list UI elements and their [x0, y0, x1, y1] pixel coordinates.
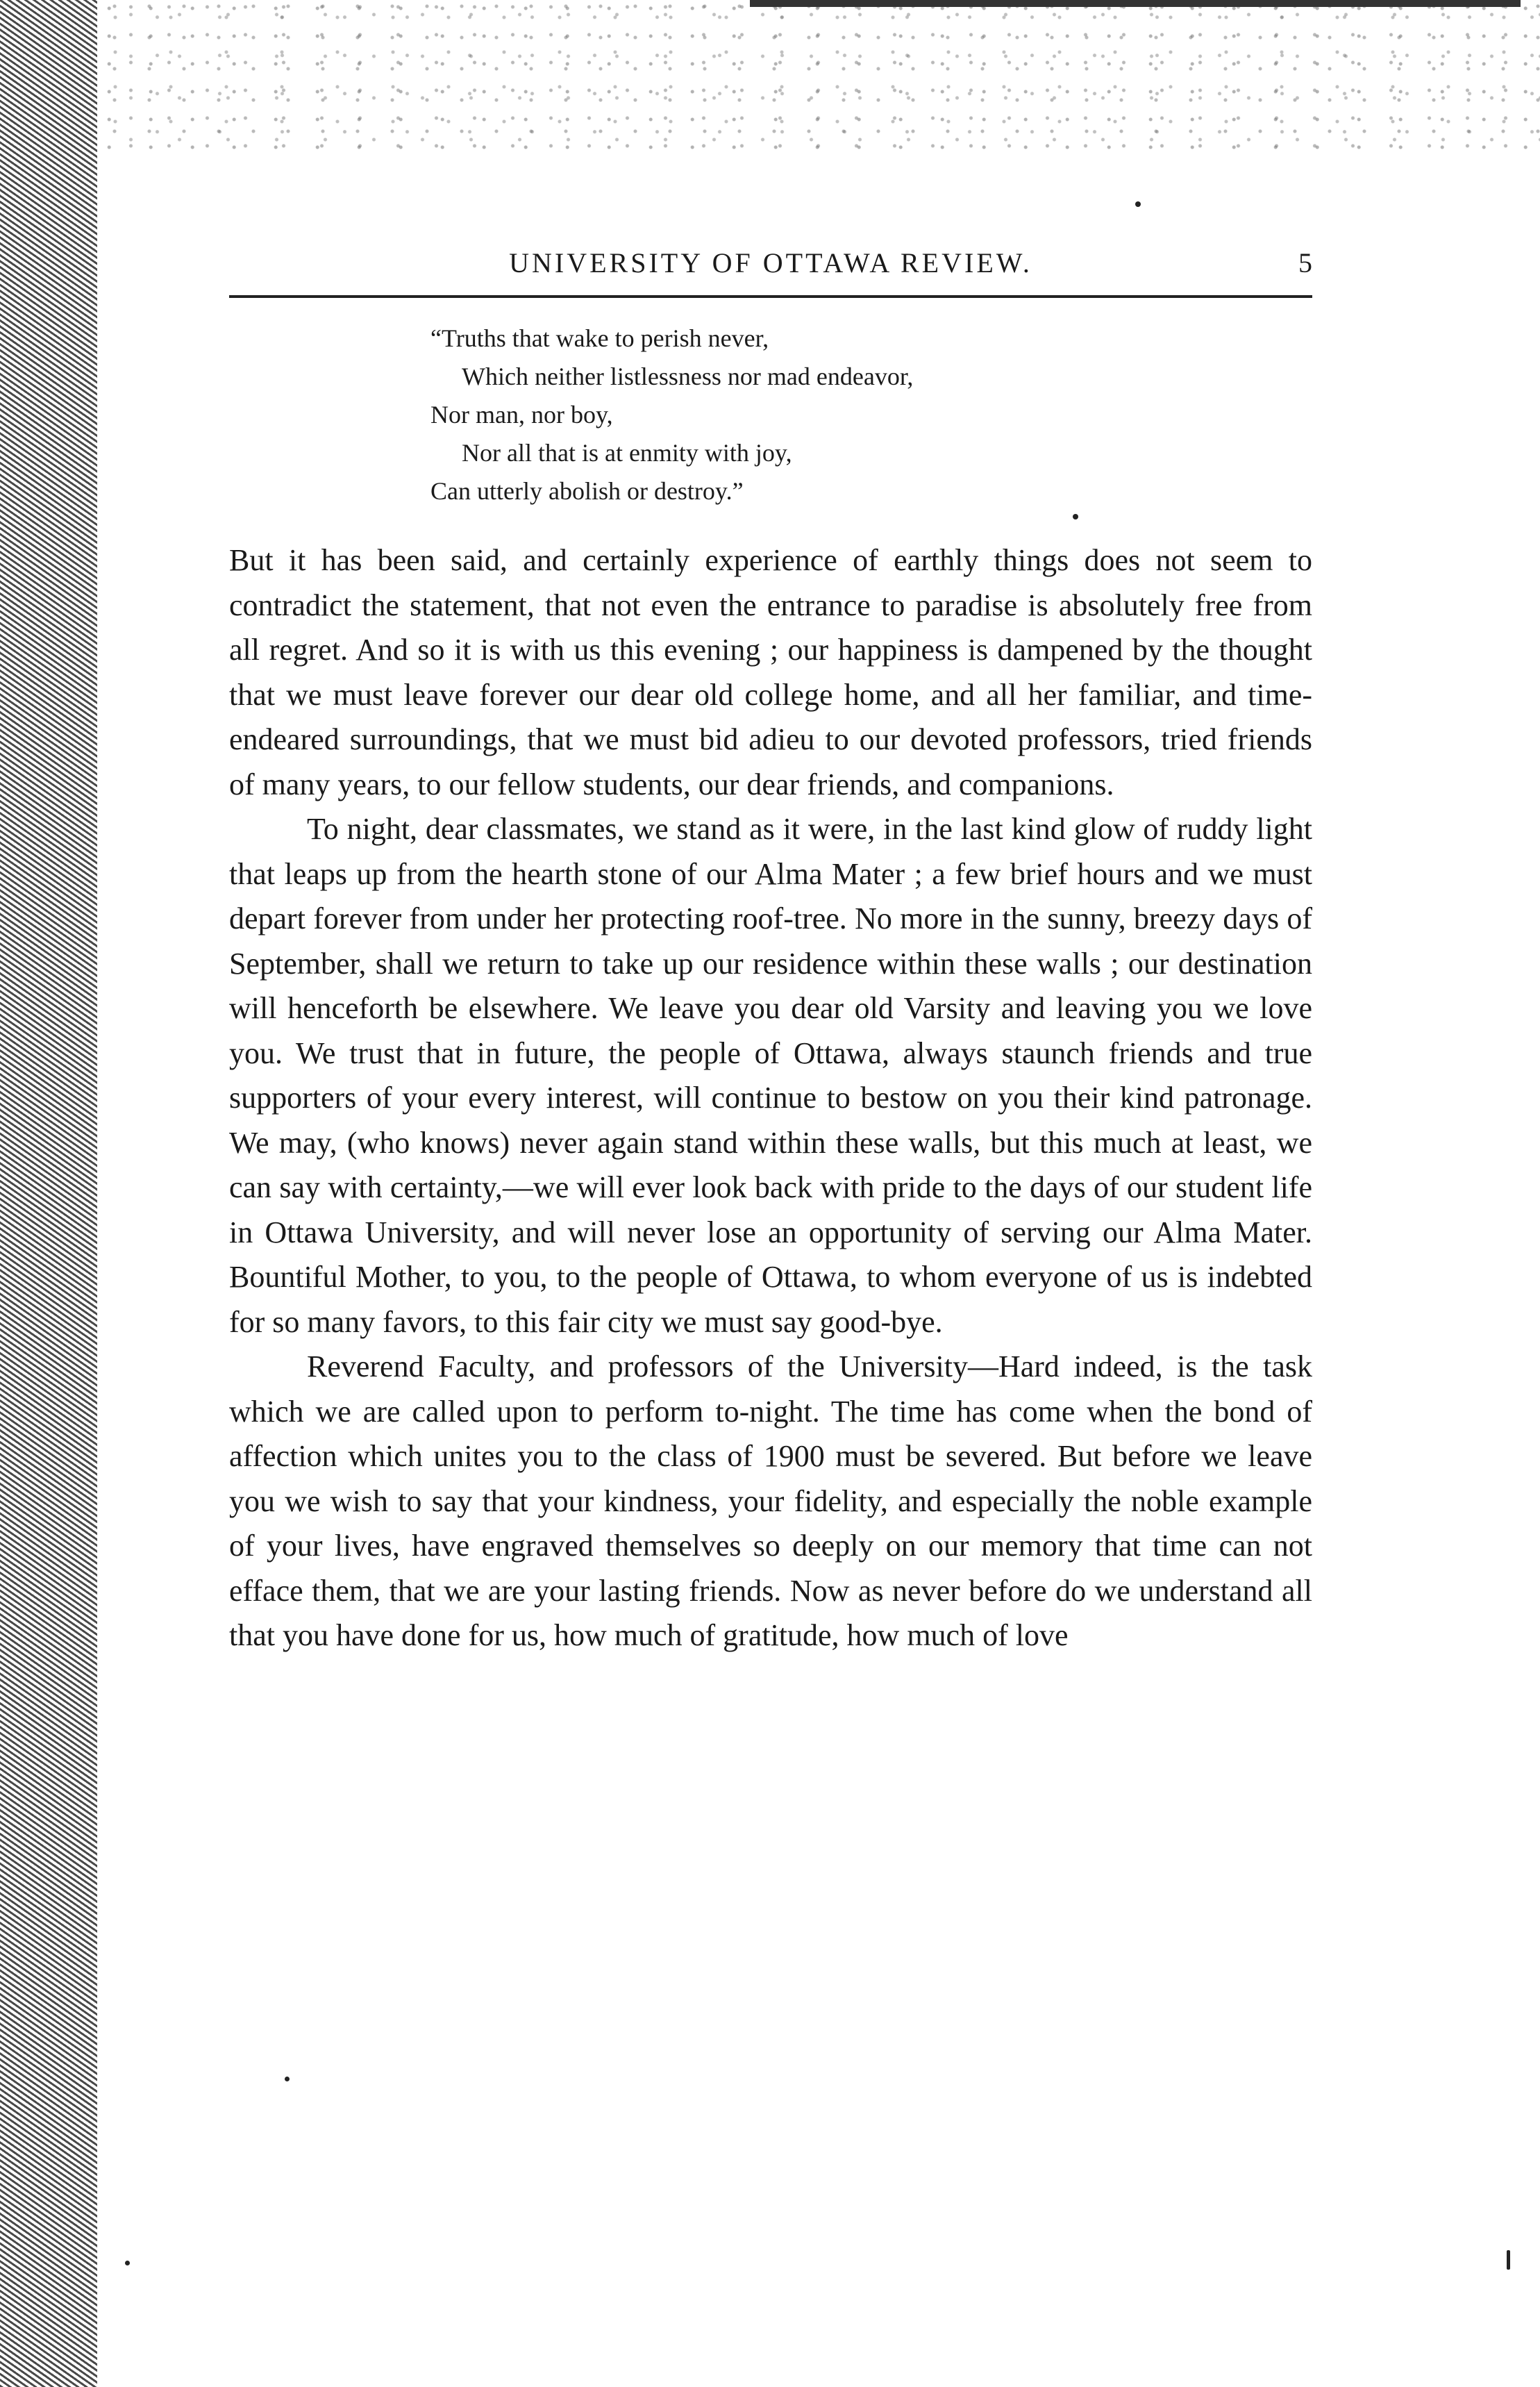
paragraph: But it has been said, and certainly experience of earthly things does not seem to contradict the statement, that not even the entrance to paradise is absolutely free from all regret. And so it is with us this evening ; our happiness is dampened by the thought that we must leave forever our dear old college home, and all her familiar, and time-endeared surroundings, that we must bid adieu to our devoted professors, tried friends of many years, to our fellow students, our dear friends, and companions.	[229, 543, 1312, 801]
scan-top-edge	[750, 0, 1521, 7]
body-text	[229, 538, 1312, 1658]
scan-speck	[125, 2261, 130, 2265]
scan-speck	[1507, 2250, 1510, 2270]
poem-line: Can utterly abolish or destroy.”	[430, 477, 744, 505]
running-title: UNIVERSITY OF OTTAWA REVIEW.	[509, 247, 1032, 278]
poem-line: Which neither listlessness nor mad endeavor,	[462, 363, 914, 390]
paragraph: To night, dear classmates, we stand as it were, in the last kind glow of ruddy light that leaps up from the hearth stone of our Alma Mater ; a few brief hours and we must depart forever from under her protecting roof-tree. No more in the sunny, breezy days of September, shall we return to take up our residence within these walls ; our destination will henceforth be elsewhere. We leave you dear old Varsity and leaving you we love you. We trust that in future, the people of Ottawa, always staunch friends and true supporters of your every interest, will continue to bestow on you their kind patronage. We may, (who knows) never again stand within these walls, but this much at least, we can say with certainty,—we will ever look back with pride to the days of our student life in Ottawa University, and will never lose an opportunity of serving our Alma Mater. Bountiful Mother, to you, to the people of Ottawa, to whom everyone of us is indebted for so many favors, to this fair city we must say good-bye.	[229, 812, 1312, 1339]
header-rule	[229, 295, 1312, 298]
scan-speck	[1135, 201, 1141, 207]
page-number: 5	[1298, 247, 1312, 278]
poem-line: Nor man, nor boy,	[430, 401, 613, 429]
paragraph: Reverend Faculty, and professors of the University—Hard indeed, is the task which we are called upon to perform to-night. The time has come when the bond of affection which unites you to the class of 1900 must be severed. But before we leave you we wish to say that your kindness, your fidelity, and especially the noble example of your lives, have engraved themselves so deeply on our memory that time can not efface them, that we are your lasting friends. Now as never before do we understand all that you have done for us, how much of gratitude, how much of love	[229, 1349, 1312, 1652]
poem-line: Nor all that is at enmity with joy,	[462, 439, 792, 467]
scan-noise	[104, 0, 1540, 153]
scan-speck	[285, 2077, 290, 2081]
scan-speck	[1073, 514, 1078, 519]
poem-line: “Truths that wake to perish never,	[430, 324, 769, 352]
poem-quotation	[430, 319, 1264, 510]
scanned-binding-edge	[0, 0, 97, 2387]
page-header	[229, 247, 1312, 288]
